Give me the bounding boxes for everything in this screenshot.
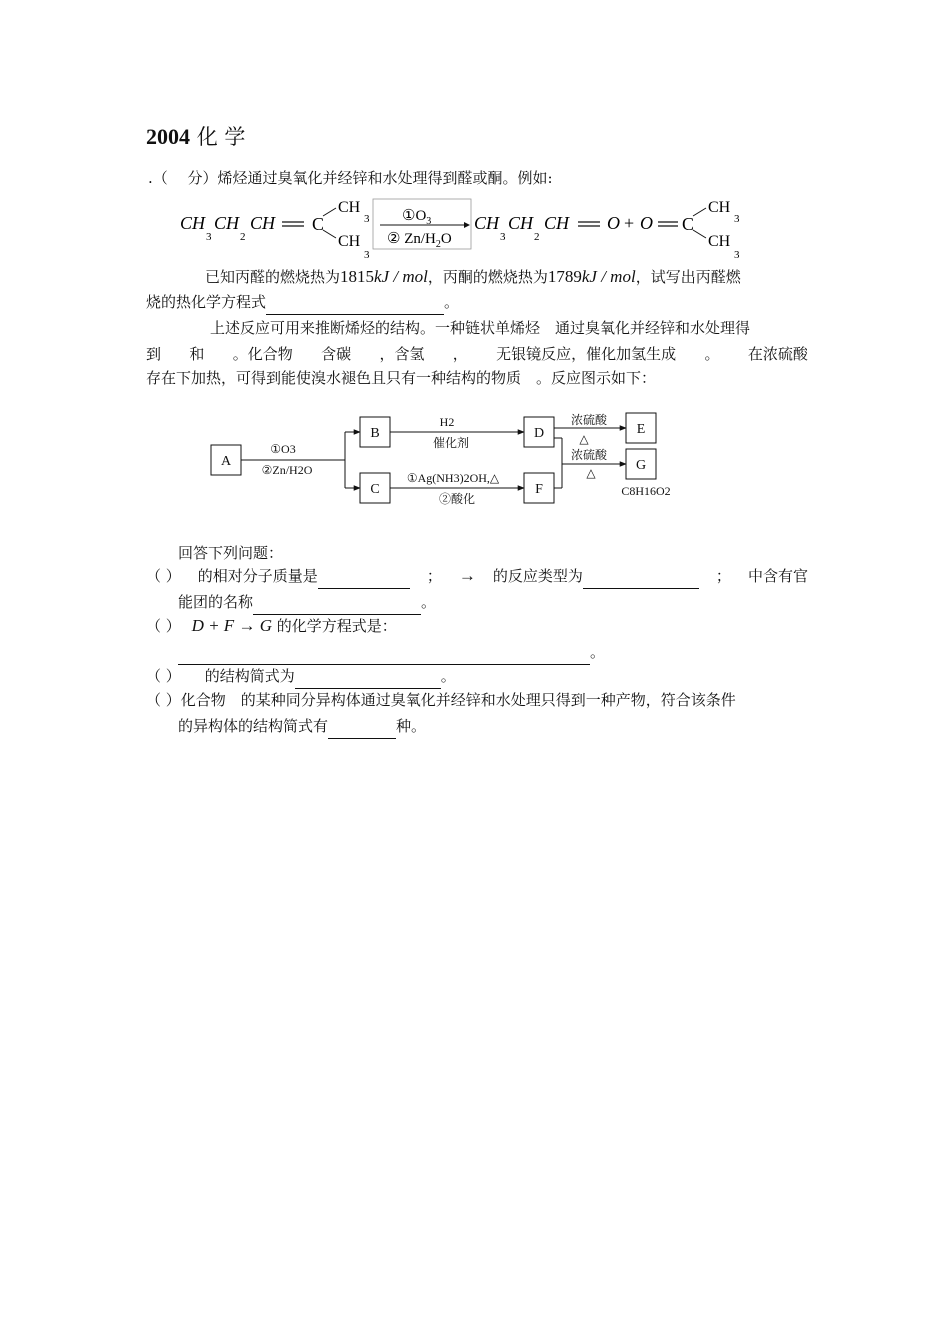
para2-line3: 存在下加热，可得到能使溴水褪色且只有一种结构的物质 。反应图示如下： <box>146 369 657 387</box>
svg-text:CH: CH <box>708 199 731 216</box>
cond-zn: ②Zn/H2O <box>261 463 313 477</box>
cond-acidify: ②酸化 <box>438 492 476 506</box>
svg-text:3: 3 <box>500 231 506 243</box>
svg-text:CH: CH <box>544 213 570 233</box>
question-2-answer-line: 。 <box>178 640 605 665</box>
cond-tollens: ①Ag(NH3)2OH,△ <box>406 471 500 485</box>
para2-line1: 上述反应可用来推断烯烃的结构。一种链状单烯烃 通过臭氧化并经锌和水处理得 <box>210 319 751 337</box>
cond2-label: ② $Zn/H_2O$ <box>387 231 452 250</box>
para2-line2: 到 和 。化合物 含碳 ，含氢 ， 无银镜反应，催化加氢生成 。 在浓硫酸 <box>146 345 808 363</box>
answer-blank-thermo[interactable] <box>266 290 444 315</box>
title-subject: 化 学 <box>196 125 246 149</box>
answer-blank-isomer-count[interactable] <box>328 714 396 739</box>
cond-catalyst: 催化剂 <box>432 436 470 450</box>
svg-text:3: 3 <box>364 213 370 225</box>
answer-blank-reaction-type[interactable] <box>583 564 699 589</box>
label-A: A <box>220 454 232 469</box>
label-G: G <box>635 458 647 473</box>
thermochem-equation-prompt: 烧的热化学方程式 。 <box>146 290 459 315</box>
svg-text:C: C <box>312 214 325 234</box>
svg-text:CH: CH <box>708 233 731 250</box>
svg-text:CH: CH <box>214 213 240 233</box>
reaction-scheme <box>205 405 680 510</box>
label-C: C <box>370 482 380 497</box>
answer-intro: 回答下列问题： <box>178 544 284 562</box>
answer-blank-structure[interactable] <box>295 664 441 689</box>
title-year: 2004 <box>146 124 190 149</box>
label-F: F <box>535 482 543 497</box>
svg-text:C: C <box>682 214 695 234</box>
label-D: D <box>533 426 545 441</box>
svg-text:3: 3 <box>364 249 370 261</box>
answer-blank-functional-group[interactable] <box>253 590 421 615</box>
combustion-heat-line: 已知丙醛的燃烧热为1815kJ / mol，丙酮的燃烧热为1789kJ / mol，试写出丙醛燃 <box>205 267 741 286</box>
svg-text:CH: CH <box>250 213 276 233</box>
cond1-label: $①O_3$ <box>402 208 432 227</box>
svg-text:3: 3 <box>734 213 740 225</box>
svg-text:3: 3 <box>734 249 740 261</box>
question-4: （ ）化合物 的某种同分异构体通过臭氧化并经锌和水处理只得到一种产物，符合该条件 <box>146 691 736 709</box>
cond-heat-e: △ <box>579 432 589 446</box>
answer-blank-equation[interactable] <box>178 640 590 665</box>
answer-blank-mass[interactable] <box>318 564 410 589</box>
svg-text:CH: CH <box>338 233 361 250</box>
cond-h2so4-e: 浓硫酸 <box>570 413 608 427</box>
cond-ozone: ①O3 <box>270 442 296 456</box>
question-3: （ ） 的结构简式为 。 <box>146 664 456 689</box>
svg-text:CH: CH <box>508 213 534 233</box>
question-2: （ ） D + F → G 的化学方程式是： <box>146 616 397 635</box>
question-intro: .（ 分）烯烃通过臭氧化并经锌和水处理得到醛或酮。例如: <box>148 169 553 187</box>
svg-text:2: 2 <box>240 231 246 243</box>
svg-text:CH: CH <box>338 199 361 216</box>
svg-text:O: O <box>640 213 653 233</box>
cond-heat-g: △ <box>586 466 596 480</box>
label-B: B <box>370 426 380 441</box>
question-1: （ ） 的相对分子质量是 ； → 的反应类型为 ； 中含有官 <box>146 564 808 589</box>
page-title <box>146 121 245 151</box>
label-E: E <box>636 422 646 437</box>
cond-h2so4-g: 浓硫酸 <box>570 448 608 462</box>
question-4-line2: 的异构体的结构简式有 种。 <box>178 714 426 739</box>
ozonolysis-equation <box>170 192 770 264</box>
formula-g: C8H16O2 <box>621 484 671 498</box>
cond-h2: H2 <box>439 415 455 429</box>
question-1-line2: 能团的名称 。 <box>178 590 436 615</box>
svg-text:+: + <box>624 213 635 233</box>
svg-text:O: O <box>607 213 620 233</box>
svg-text:3: 3 <box>206 231 212 243</box>
svg-text:2: 2 <box>534 231 540 243</box>
svg-text:CH: CH <box>180 213 206 233</box>
svg-text:CH: CH <box>474 213 500 233</box>
